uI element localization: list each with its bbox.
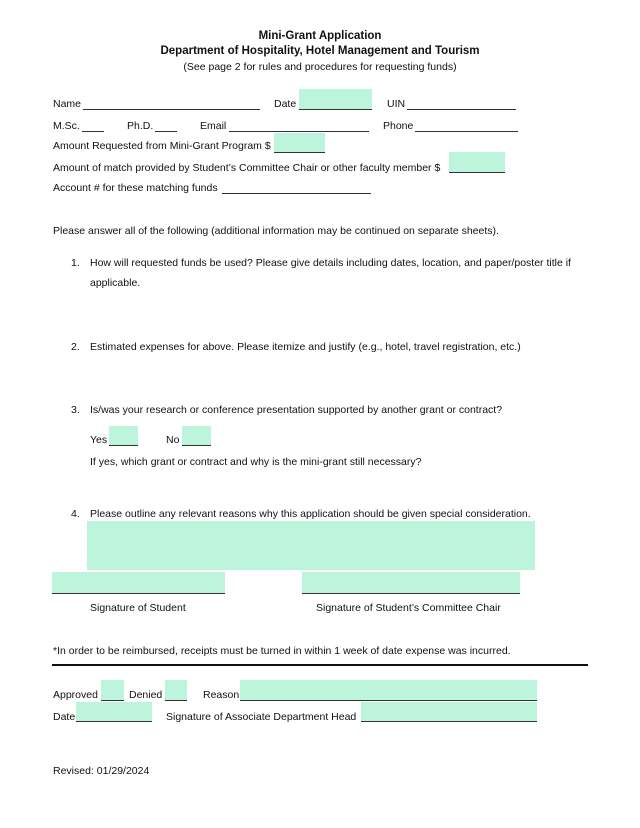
instructions: Please answer all of the following (additional information may be continued on separate sheets). — [53, 225, 499, 237]
yes-input[interactable] — [109, 426, 138, 445]
account-label: Account # for these matching funds — [53, 182, 218, 194]
email-field[interactable] — [229, 119, 369, 132]
uin-label: UIN — [387, 98, 406, 110]
amount-requested-label: Amount Requested from Mini-Grant Program $ — [53, 140, 271, 152]
department-head-signature-field[interactable] — [361, 702, 537, 722]
office-date-label: Date — [53, 711, 76, 723]
name-field[interactable] — [83, 97, 260, 110]
question-1-number: 1. — [71, 257, 80, 269]
student-signature-label: Signature of Student — [90, 602, 186, 614]
revised-date: Revised: 01/29/2024 — [53, 765, 150, 777]
approved-field[interactable] — [101, 680, 124, 701]
reason-label: Reason — [203, 689, 240, 701]
no-input[interactable] — [182, 426, 211, 445]
reason-field[interactable] — [240, 680, 537, 701]
email-input[interactable] — [229, 119, 373, 133]
chair-signature-label: Signature of Student’s Committee Chair — [316, 602, 501, 614]
phd-field[interactable] — [155, 119, 177, 132]
date-label: Date — [274, 98, 297, 110]
amount-match-label: Amount of match provided by Student’s Committee Chair or other faculty member $ — [53, 162, 441, 174]
question-4-number: 4. — [71, 508, 80, 520]
chair-signature-field[interactable] — [302, 572, 520, 594]
yes-field[interactable] — [109, 426, 138, 446]
question-4-text: Please outline any relevant reasons why this application should be given special consideration. — [90, 508, 531, 520]
student-signature-input[interactable] — [52, 572, 225, 593]
name-label: Name — [53, 98, 82, 110]
phone-label: Phone — [383, 120, 414, 132]
phone-input[interactable] — [415, 119, 522, 133]
date-field[interactable] — [299, 89, 372, 110]
no-field[interactable] — [182, 426, 211, 446]
account-field[interactable] — [222, 181, 371, 194]
form-note: (See page 2 for rules and procedures for requesting funds) — [183, 61, 457, 73]
department-head-signature-input[interactable] — [361, 702, 537, 721]
question-1-text-cont: applicable. — [90, 277, 141, 289]
name-input[interactable] — [83, 97, 264, 111]
special-consideration-input[interactable] — [87, 521, 535, 570]
msc-field[interactable] — [82, 119, 104, 132]
amount-requested-input[interactable] — [274, 133, 325, 152]
form-title: Mini-Grant Application — [258, 30, 382, 42]
uin-input[interactable] — [407, 97, 520, 111]
office-use-divider — [52, 664, 588, 666]
question-2-number: 2. — [71, 341, 80, 353]
special-consideration-box[interactable] — [87, 521, 535, 570]
amount-match-input[interactable] — [449, 152, 505, 172]
office-date-input[interactable] — [76, 702, 152, 721]
question-3-number: 3. — [71, 404, 80, 416]
denied-input[interactable] — [165, 680, 187, 700]
reimbursement-note: *In order to be reimbursed, receipts must be turned in within 1 week of date expense was incurred. — [53, 645, 511, 657]
reason-input[interactable] — [240, 680, 537, 700]
yes-label: Yes — [90, 434, 108, 446]
chair-signature-input[interactable] — [302, 572, 520, 593]
date-input[interactable] — [299, 89, 372, 109]
phd-label: Ph.D. — [127, 120, 154, 132]
department-name: Department of Hospitality, Hotel Management and Tourism — [160, 45, 480, 57]
account-input[interactable] — [222, 181, 375, 195]
department-head-signature-label: Signature of Associate Department Head — [166, 711, 357, 723]
amount-requested-field[interactable] — [274, 133, 325, 153]
question-2-text: Estimated expenses for above. Please itemize and justify (e.g., hotel, travel registration, etc.) — [90, 341, 521, 353]
question-3-text: Is/was your research or conference presentation supported by another grant or contract? — [90, 404, 503, 416]
approved-input[interactable] — [101, 680, 124, 700]
uin-field[interactable] — [407, 97, 516, 110]
approved-label: Approved — [53, 689, 98, 701]
email-label: Email — [200, 120, 227, 132]
office-date-field[interactable] — [76, 702, 152, 722]
msc-label: M.Sc. — [53, 120, 80, 132]
denied-field[interactable] — [165, 680, 187, 701]
phone-field[interactable] — [415, 119, 518, 132]
student-signature-field[interactable] — [52, 572, 225, 594]
question-1-text: How will requested funds be used? Please give details including dates, location, and paper/poster title if — [90, 257, 571, 269]
question-3-followup: If yes, which grant or contract and why is the mini-grant still necessary? — [90, 456, 422, 468]
denied-label: Denied — [129, 689, 163, 701]
amount-match-field[interactable] — [449, 152, 505, 173]
no-label: No — [166, 434, 180, 446]
